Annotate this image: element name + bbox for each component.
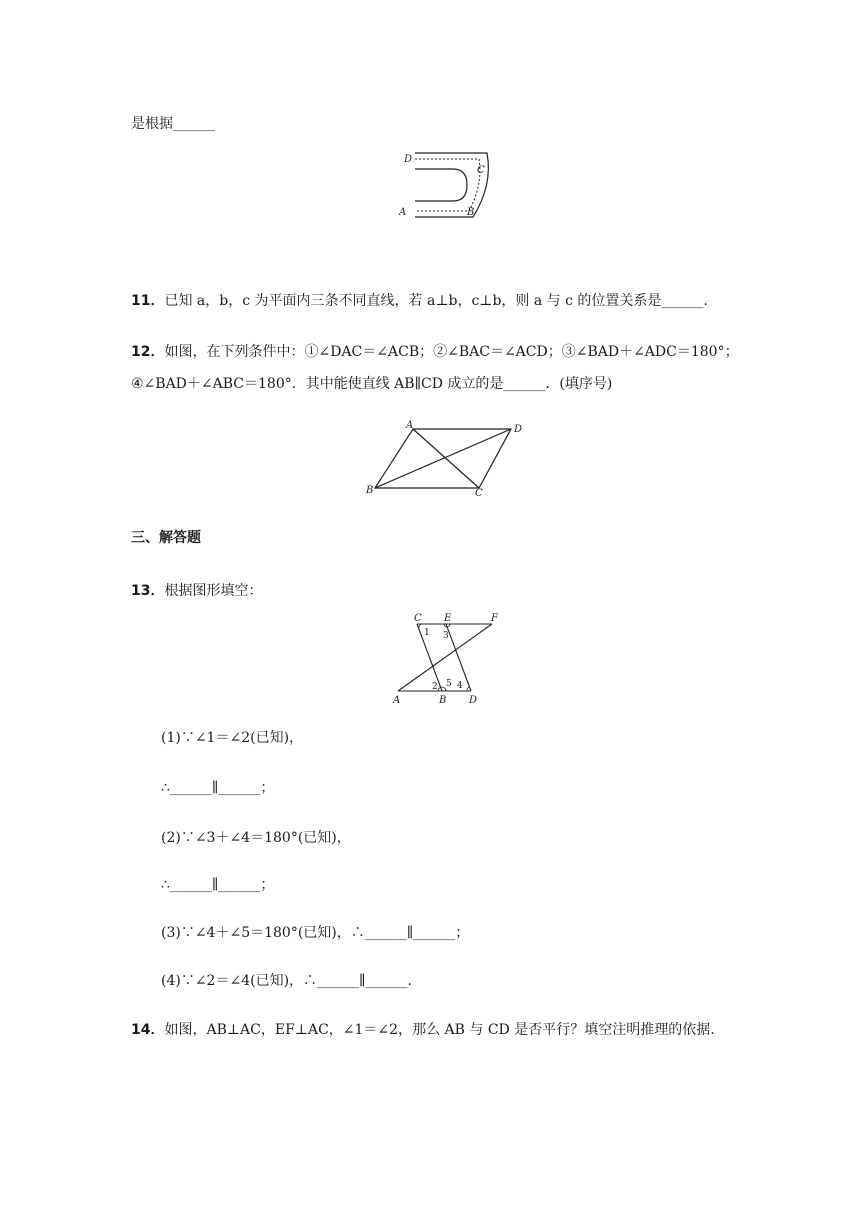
q13-part1-conclusion: ∴______∥______； [161,780,275,796]
label-C: C [477,165,485,176]
question-text: 根据图形填空： [164,583,263,599]
label-C: C [475,488,483,498]
angle-2-label: 2 [432,682,438,692]
q13-part4: (4)∵∠2＝∠4(已知)，∴______∥______. [161,973,412,989]
question-text: 如图，在下列条件中：①∠DAC＝∠ACB；②∠BAC＝∠ACD；③∠BAD＋∠ADC＝180°； [164,344,739,360]
label-D: D [469,695,478,706]
q10-tail: 是根据______ [131,116,215,132]
question-14 [131,1019,715,1039]
question-number: 11． [131,293,165,309]
question-text: 已知 a，b，c 为平面内三条不同直线，若 a⊥b，c⊥b，则 a 与 c 的位置关系是______. [164,293,708,309]
q13-part3: (3)∵∠4＋∠5＝180°(已知)，∴______∥______； [161,925,470,941]
u-shape-figure [395,145,505,225]
question-number: 14． [131,1022,165,1038]
label-B: B [439,695,447,706]
question-11 [131,290,708,310]
label-D: D [514,424,523,435]
angle-4-label: 4 [457,681,463,691]
label-A: A [399,207,407,218]
q13-figure [390,610,510,708]
question-12-line2: ④∠BAD＋∠ABC＝180°．其中能使直线 AB∥CD 成立的是______．(填序号) [131,376,613,392]
q13-part2-conclusion: ∴______∥______； [161,877,275,893]
question-12-line1 [131,341,739,361]
q13-part2-premise: (2)∵∠3＋∠4＝180°(已知)， [161,830,351,846]
section-heading: 三、解答题 [131,530,201,546]
angle-5-label: 5 [446,679,452,689]
question-text: 如图，AB⊥AC，EF⊥AC，∠1＝∠2，那么 AB 与 CD 是否平行？填空注明推理的依据. [164,1022,715,1038]
label-C: C [414,613,422,624]
label-A: A [406,420,414,431]
label-D: D [404,154,413,165]
label-E: E [444,613,452,624]
angle-3-label: 3 [443,631,449,641]
label-B: B [366,485,374,496]
parallelogram-figure [360,418,540,498]
question-number: 12． [131,344,165,360]
label-F: F [491,613,498,624]
q13-part1-premise: (1)∵∠1＝∠2(已知)， [161,730,304,746]
label-A: A [393,695,401,706]
question-13 [131,580,262,600]
label-B: B [467,207,475,218]
angle-1-label: 1 [424,628,430,638]
question-number: 13． [131,583,165,599]
